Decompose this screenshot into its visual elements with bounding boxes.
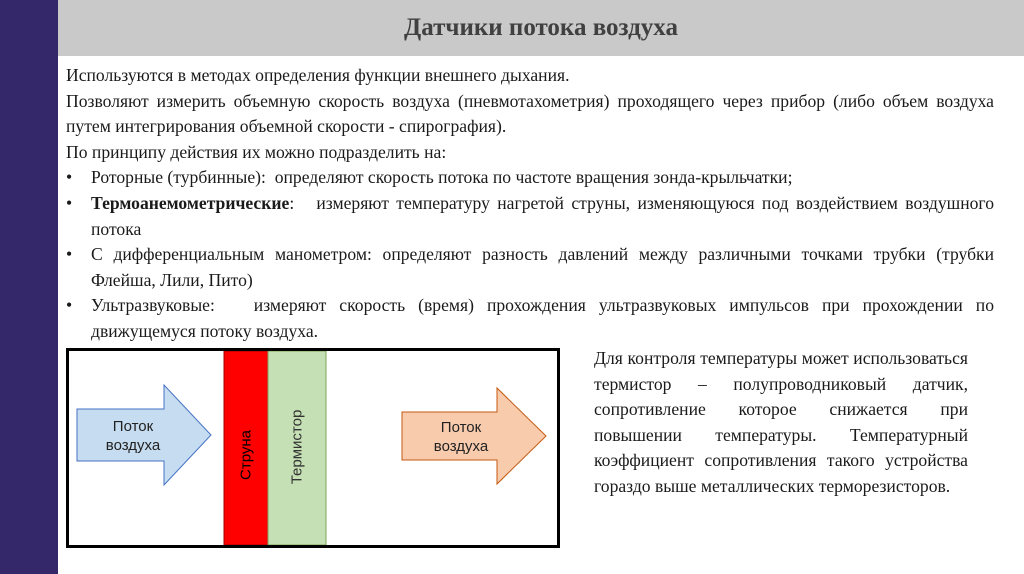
left-stripe <box>0 0 58 574</box>
sensor-type-list <box>66 165 999 344</box>
intro-line-2: Позволяют измерить объемную скорость воздуха (пневмотахометрия) проходящего через прибор (либо объем воздуха путем интегрирования объемной скорости - спирография). <box>66 90 994 137</box>
list-item <box>66 165 994 191</box>
arrow-right-label: Поток воздуха <box>433 419 489 455</box>
list-item <box>66 242 994 293</box>
title-bar <box>58 0 1024 56</box>
arrow-left-label: Поток воздуха <box>105 418 161 454</box>
thermistor-description: Для контроля температуры может использоваться термистор – полупроводниковый датчик, сопротивление которое снижается при повышении температуры. Температурный коэффициент сопротивления такого устройства гораздо выше металлических терморезисторов. <box>594 348 968 496</box>
sensor-diagram <box>66 348 560 548</box>
list-item <box>66 293 999 344</box>
page-title: Датчики потока воздуха <box>404 14 678 41</box>
wire-label: Струна <box>237 429 255 481</box>
bullet-term: С дифференциальным манометром: <box>91 244 372 265</box>
bullet-term: Термоанемометрические <box>91 192 290 213</box>
bullet-term: Ультразвуковые: <box>91 295 215 316</box>
bullet-text: определяют разность давлений между различными точками трубки (трубки Флейша, Лили, Пито) <box>91 244 994 290</box>
intro-line-1: Используются в методах определения функции внешнего дыхания. <box>66 65 570 85</box>
intro-line-3: По принципу действия их можно подразделить на: <box>66 141 447 162</box>
body-text <box>66 63 999 345</box>
bullet-text: измеряют скорость (время) прохождения ультразвуковых импульсов при прохождении по движущемуся потоку воздуха. <box>91 295 999 341</box>
list-item <box>66 191 999 242</box>
bullet-term: Роторные (турбинные): <box>91 167 266 188</box>
bullet-text: определяют скорость потока по частоте вращения зонда-крыльчатки; <box>265 167 793 188</box>
bullet-text: : измеряют температуру нагретой струны, изменяющуюся под воздействием воздушного потока <box>91 192 999 239</box>
thermistor-label: Термистор <box>288 409 306 485</box>
